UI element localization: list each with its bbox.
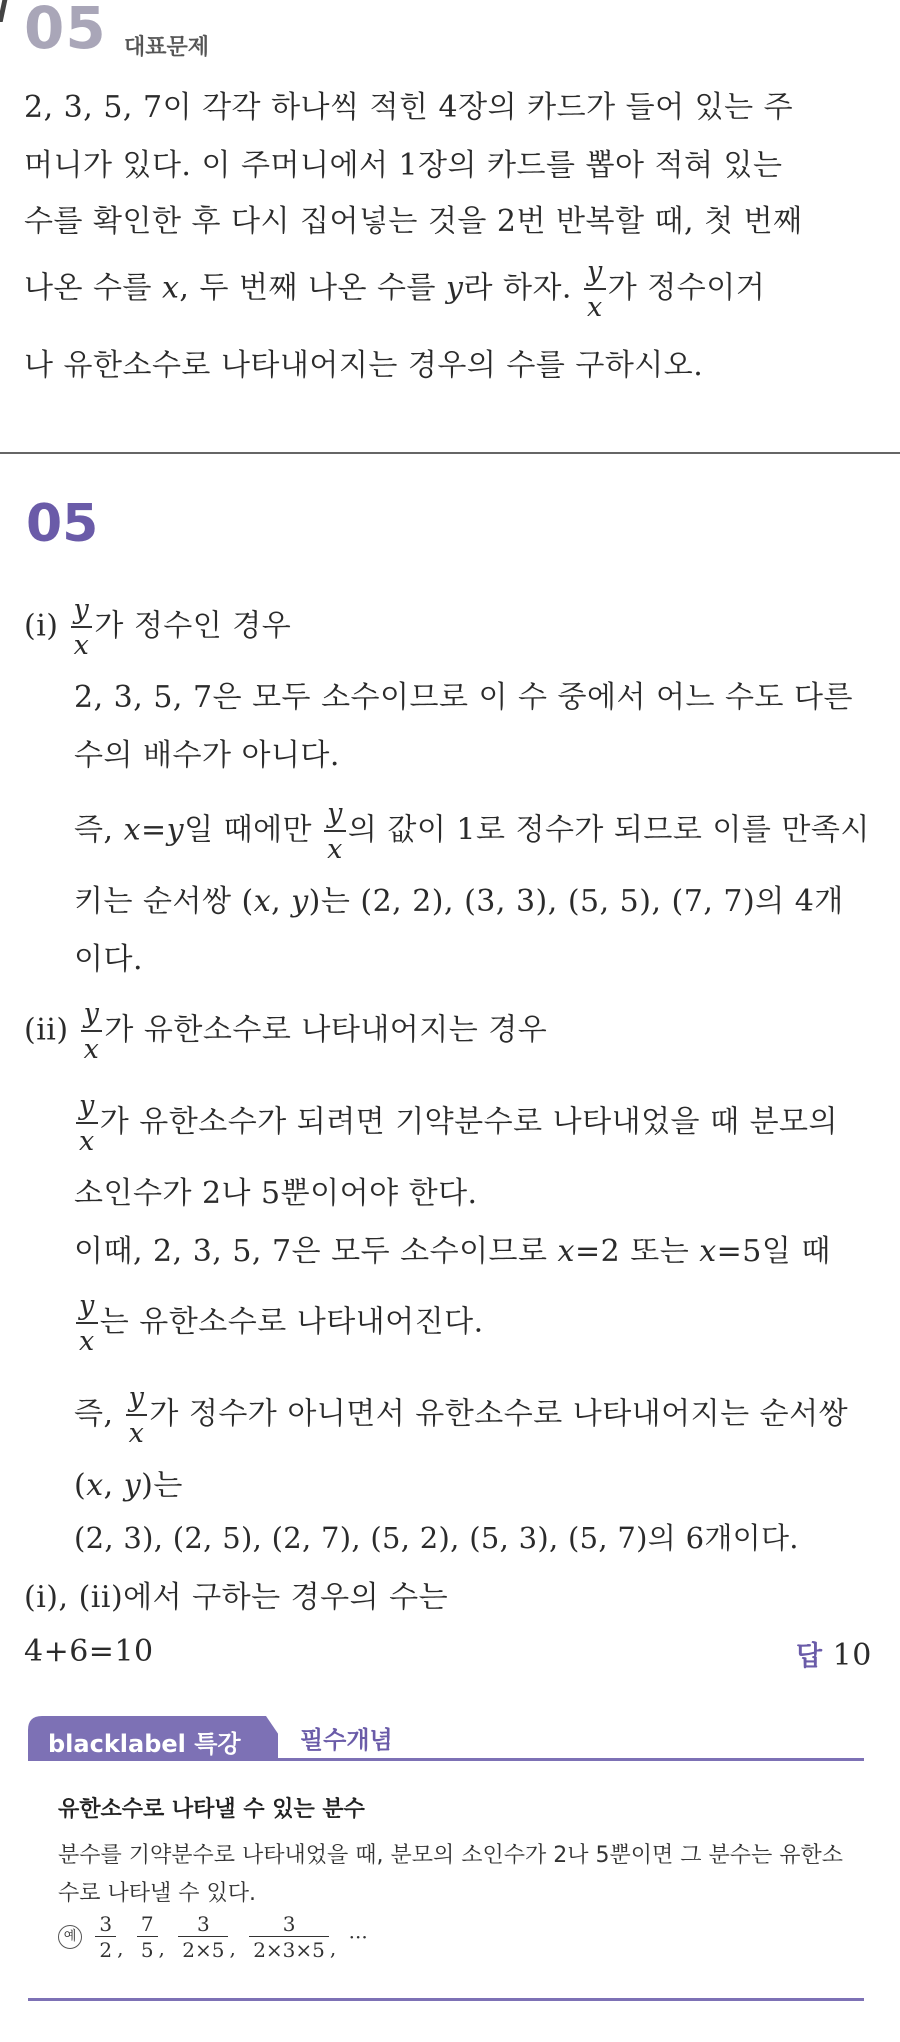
case2-line-5: 즉, $\frac{y}{x}$ 가 정수가 아니면서 유한소수로 나타내어지는 순서쌍 [74,1382,849,1449]
example-ellipsis: ··· [348,1925,368,1949]
problem-tag: 대표문제 [124,35,210,60]
example-fraction-3: $\frac{3}{2\times 5}$ [178,1914,228,1960]
example-marker: 예 [58,1925,82,1949]
case1-line-2: 수의 배수가 아니다. [74,738,340,773]
case1-line-3: 즉, x=y일 때에만 $\frac{y}{x}$ 의 값이 1로 정수가 되므로 이를 만족시 [74,798,870,865]
special-top-rule [28,1758,864,1761]
special-tab [28,1716,278,1760]
fraction-y-over-x: $\frac{y}{x}$ [584,258,606,321]
problem-line-1: 2, 3, 5, 7이 각각 하나씩 적힌 4장의 카드가 들어 있는 주 [24,90,794,125]
case2-line-1: $\frac{y}{x}$ 가 유한소수가 되려면 기약분수로 나타내었을 때 분모의 [74,1092,838,1155]
case2-line-2: 소인수가 2나 5뿐이어야 한다. [74,1176,478,1211]
case2-title: (ii) $\frac{y}{x}$ 가 유한소수로 나타내어지는 경우 [24,998,548,1065]
example-fraction-2: $\frac{7}{5}$ [137,1914,158,1960]
answer [796,1634,872,1673]
answer-value: 10 [832,1638,872,1673]
example-fraction-4: $\frac{3}{2\times 3\times 5}$ [249,1914,329,1960]
case1-line-5: 이다. [74,942,143,977]
solution-number: 05 [26,494,99,554]
example-row: 예 $\frac{3}{2}$ , $\frac{7}{5}$ , $\frac{3}{2\times 5}$ , $\frac{3}{2\times 3\times 5}$ , ··· [58,1914,368,1960]
problem-line-3: 수를 확인한 후 다시 집어넣는 것을 2번 반복할 때, 첫 번째 [24,204,803,239]
case2-line-3: 이때, 2, 3, 5, 7은 모두 소수이므로 x=2 또는 x=5일 때 [74,1234,831,1269]
answer-label: 답 [796,1641,823,1672]
case1-line-4: 키는 순서쌍 (x, y)는 (2, 2), (3, 3), (5, 5), (7, 7)의 4개 [74,884,844,919]
case2-line-7: (2, 3), (2, 5), (2, 7), (5, 2), (5, 3), (5, 7)의 6개이다. [74,1521,799,1555]
sum-expression: 4+6=10 [24,1634,154,1669]
problem-number: 05 [24,0,107,62]
special-tab-label: blacklabel 특강 [48,1730,241,1758]
corner-mark [0,0,21,22]
problem-line-4: 나온 수를 x, 두 번째 나온 수를 y라 하자. $\frac{y}{x}$ 가 정수이거 [24,256,766,323]
case2-line-6: (x, y)는 [74,1468,183,1503]
sum-intro: (i), (ii)에서 구하는 경우의 수는 [24,1580,449,1615]
special-body-2: 수로 나타낼 수 있다. [58,1881,256,1906]
special-body-1: 분수를 기약분수로 나타내었을 때, 분모의 소인수가 2나 5뿐이면 그 분수는 유한소 [58,1843,843,1868]
special-heading: 유한소수로 나타낼 수 있는 분수 [58,1797,365,1822]
special-bottom-rule [28,1998,864,2001]
example-fraction-1: $\frac{3}{2}$ [95,1914,116,1960]
special-tab-2-label: 필수개념 [300,1726,393,1754]
problem-line-2: 머니가 있다. 이 주머니에서 1장의 카드를 뽑아 적혀 있는 [24,148,783,183]
section-divider [0,452,900,454]
case1-title: (i) $\frac{y}{x}$ 가 정수인 경우 [24,594,292,661]
case2-line-4: $\frac{y}{x}$ 는 유한소수로 나타내어진다. [74,1292,484,1355]
case1-line-1: 2, 3, 5, 7은 모두 소수이므로 이 수 중에서 어느 수도 다른 [74,680,853,715]
problem-line-5: 나 유한소수로 나타내어지는 경우의 수를 구하시오. [24,348,704,383]
